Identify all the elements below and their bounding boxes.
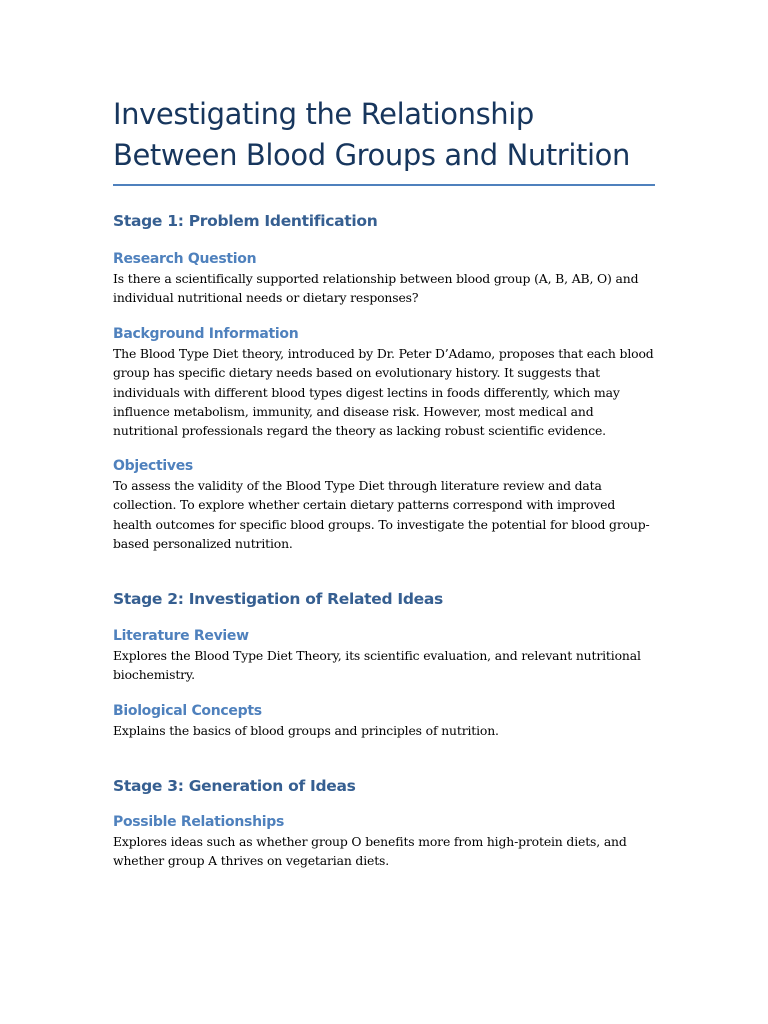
research-question-text: Is there a scientifically supported relationship between blood group (A, B, AB, O) and individual nutritional needs or dietary responses? — [113, 271, 639, 306]
literature-review-heading: Literature Review — [113, 628, 249, 644]
possible-relationships-heading: Possible Relationships — [113, 814, 284, 830]
stage-2-heading: Stage 2: Investigation of Related Ideas — [113, 590, 443, 608]
stage-3-heading: Stage 3: Generation of Ideas — [113, 777, 356, 795]
stage-3-section — [113, 777, 655, 795]
literature-review-text: Explores the Blood Type Diet Theory, its scientific evaluation, and relevant nutritional biochemistry. — [113, 648, 641, 683]
research-question-section — [113, 251, 655, 308]
title-divider — [113, 184, 655, 186]
stage-1-heading: Stage 1: Problem Identification — [113, 212, 378, 230]
document-title: Investigating the Relationship Between Blood Groups and Nutrition — [113, 97, 630, 172]
research-question-heading: Research Question — [113, 251, 257, 267]
stage-1-section — [113, 212, 655, 230]
biological-concepts-heading: Biological Concepts — [113, 703, 262, 719]
objectives-section — [113, 458, 655, 553]
stage-2-section — [113, 590, 655, 608]
possible-relationships-section — [113, 814, 655, 871]
biological-concepts-section — [113, 703, 655, 740]
document-page — [113, 94, 655, 869]
background-section — [113, 326, 655, 440]
objectives-text: To assess the validity of the Blood Type Diet through literature review and data collection. To explore whether certain dietary patterns correspond with improved health outcomes for specific blood groups. To investigate the potential for blood group-based personalized nutrition. — [113, 478, 650, 551]
literature-review-section — [113, 628, 655, 685]
objectives-heading: Objectives — [113, 458, 193, 474]
biological-concepts-text: Explains the basics of blood groups and principles of nutrition. — [113, 723, 499, 738]
background-text: The Blood Type Diet theory, introduced by Dr. Peter D’Adamo, proposes that each blood group has specific dietary needs based on evolutionary history. It suggests that individuals with different blood types digest lectins in foods differently, which may influence metabolism, immunity, and disease risk. However, most medical and nutritional professionals regard the theory as lacking robust scientific evidence. — [113, 346, 654, 439]
possible-relationships-text: Explores ideas such as whether group O benefits more from high-protein diets, and whether group A thrives on vegetarian diets. — [113, 834, 627, 869]
background-heading: Background Information — [113, 326, 299, 342]
